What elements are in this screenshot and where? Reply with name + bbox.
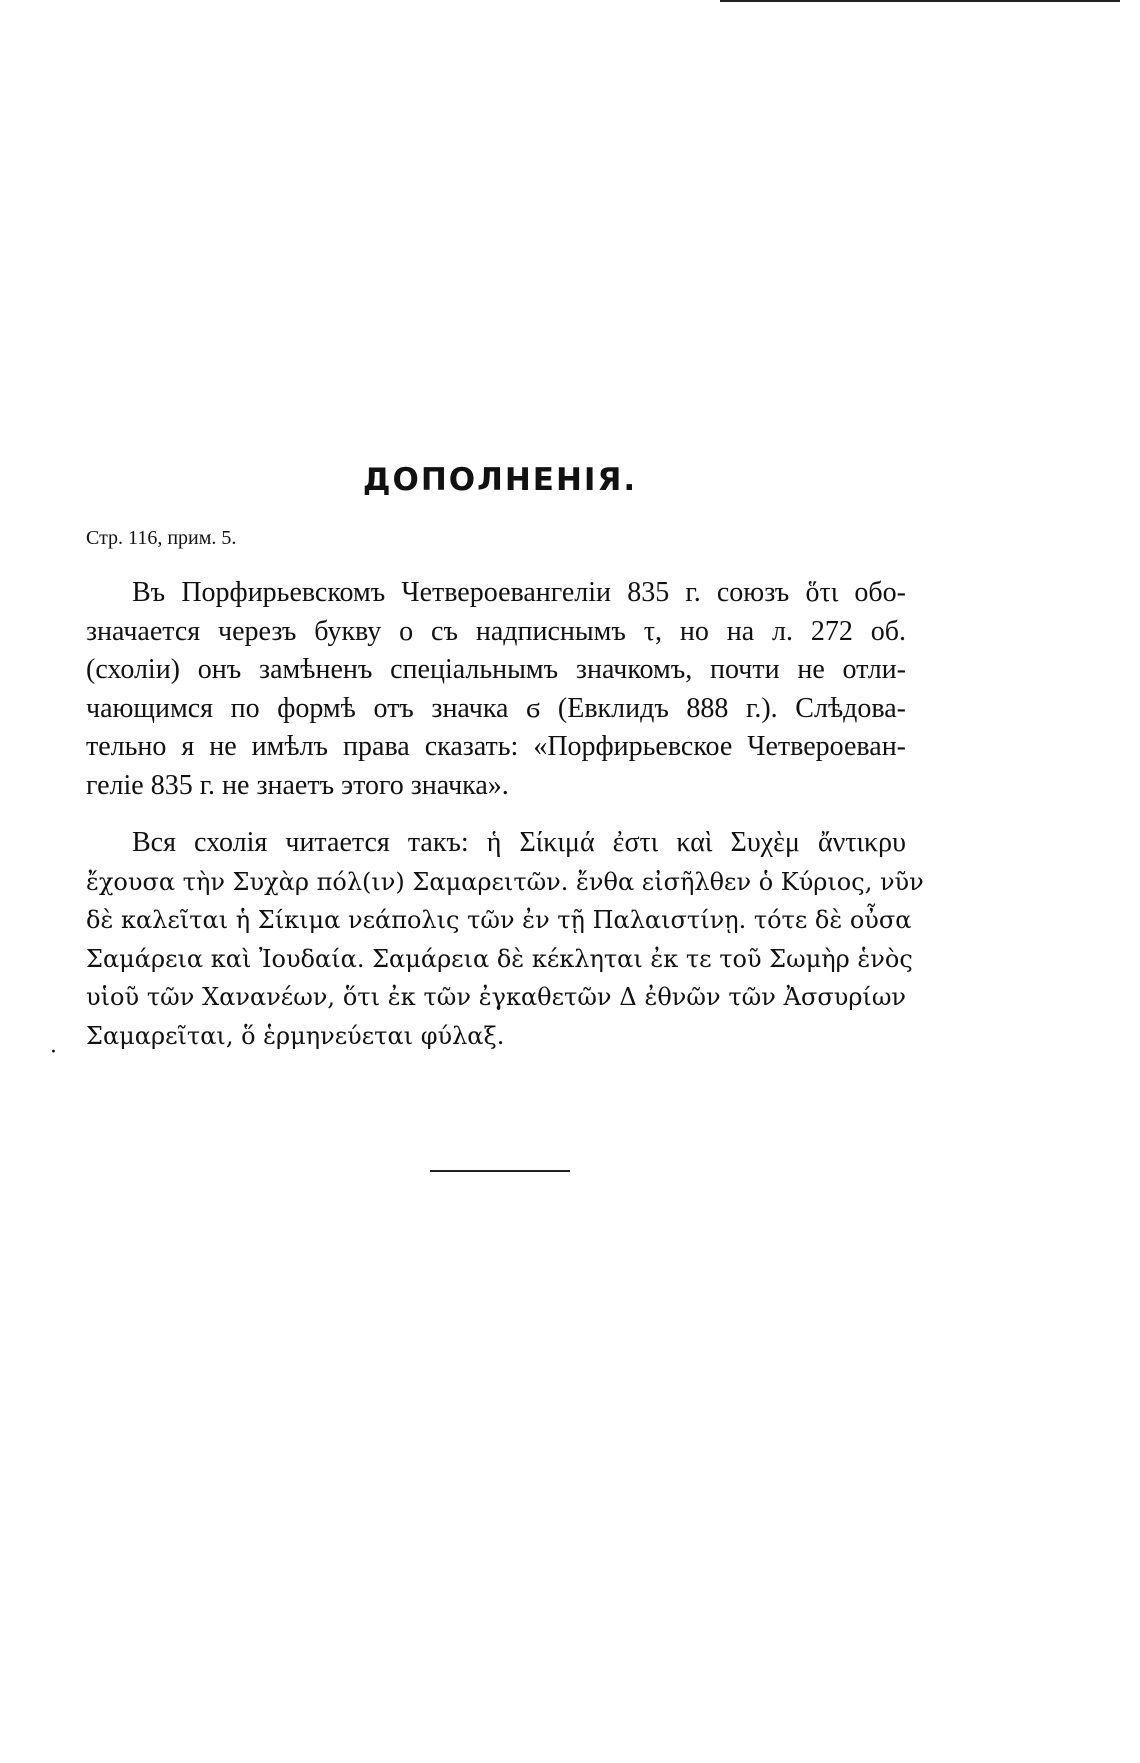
paragraph-line: геліе 835 г. не знаетъ этого значка».: [86, 769, 509, 801]
paragraph-line: ἔχουσα τὴν Συχὰρ πόλ(ιν) Σαμαρειτῶν. ἔνθα εἰσῆλθεν ὁ Κύριος, νῦν: [86, 867, 924, 896]
paragraph-line: чающимся по формѣ отъ значка ϭ (Евклидъ 888 г.). Слѣдова-: [86, 692, 906, 724]
paragraph-line: Σαμαρεῖται, ὅ ἑρμηνεύεται φύλαξ.: [86, 1021, 505, 1050]
paragraph-line: значается черезъ букву ο съ надписнымъ τ, но на л. 272 об.: [86, 615, 906, 647]
paragraph-line: тельно я не имѣлъ права сказать: «Порфирьевское Четвероеван-: [86, 731, 906, 762]
margin-mark: ·: [50, 1040, 57, 1065]
paragraph-line: Въ Порфирьевскомъ Четвероевангеліи 835 г. союзъ ὅτι обо-: [132, 577, 906, 608]
paragraph-line: δὲ καλεῖται ἡ Σίκιμα νεάπολις τῶν ἐν τῇ Παλαιστίνῃ. τότε δὲ οὖσα: [86, 906, 912, 934]
paragraph-line: (схоліи) онъ замѣненъ спеціальнымъ значкомъ, почти не отли-: [86, 654, 906, 685]
page-title: ДОПОЛНЕНІЯ.: [362, 462, 638, 498]
paragraph-1: [86, 574, 906, 805]
paragraph-line: υἱοῦ τῶν Χανανέων, ὅτι ἐκ τῶν ἐγκαθετῶν Δ ἐθνῶν τῶν Ἀσσυρίων: [86, 983, 906, 1011]
closing-rule: [430, 1170, 570, 1172]
top-rule: [720, 0, 1120, 2]
page-reference: Стр. 116, прим. 5.: [86, 527, 237, 549]
paragraph-2: [86, 824, 924, 1055]
paragraph-line: Σαμάρεια καὶ Ἰουδαία. Σαμάρεια δὲ κέκληται ἐκ τε τοῦ Σωμὴρ ἑνὸς: [86, 944, 913, 973]
paragraph-line: Вся схолія читается такъ: ἡ Σίκιμά ἐστι καὶ Συχὲμ ἄντικρυ: [132, 827, 906, 858]
